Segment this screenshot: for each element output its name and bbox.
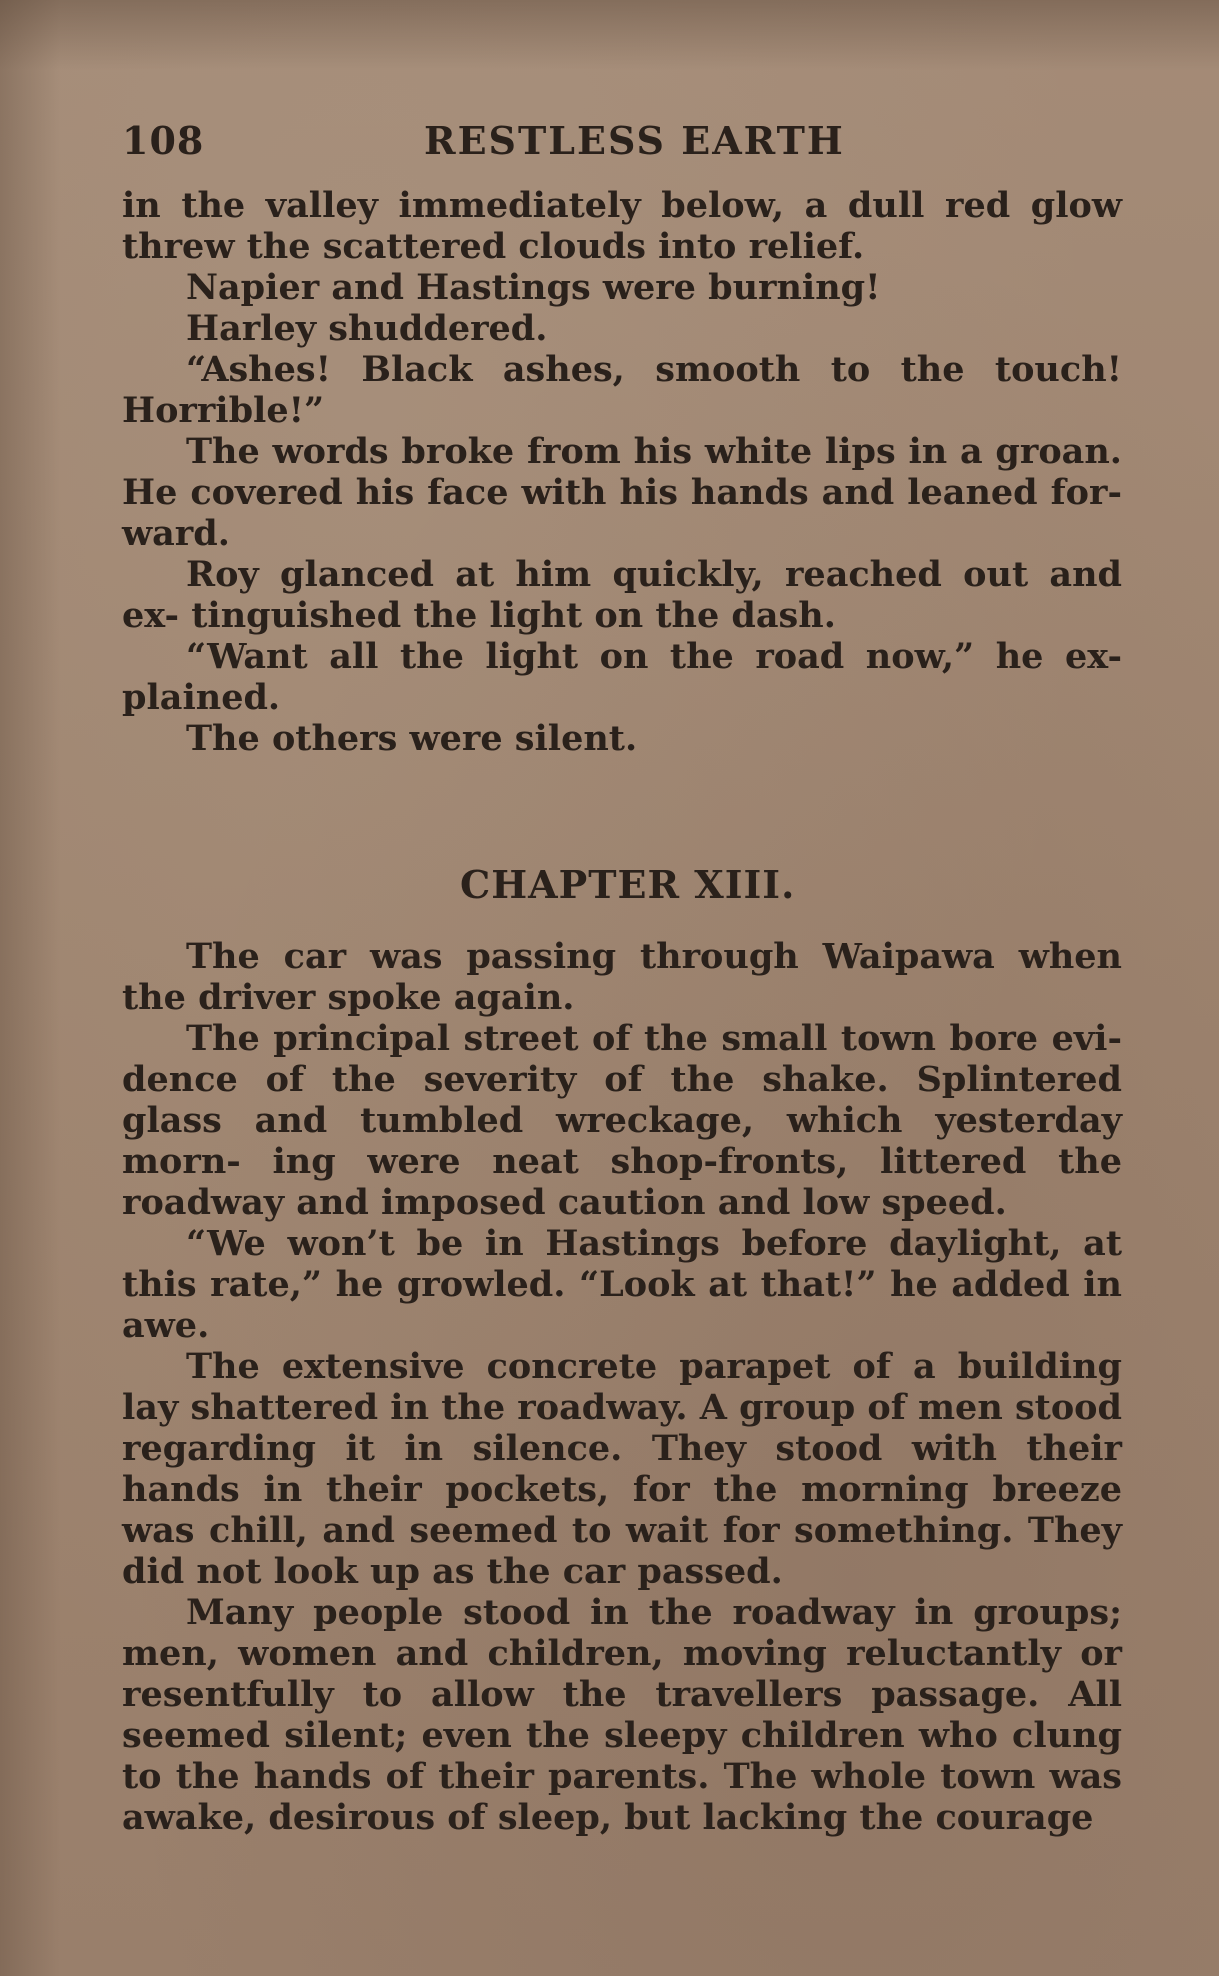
paragraph: in the valley immediately below, a dull red glow threw the scattered clouds into relief. <box>122 185 1122 267</box>
paragraph: Harley shuddered. <box>186 308 548 349</box>
section-text-before-chapter <box>122 185 1122 759</box>
paragraph: “Want all the light on the road now,” he ex- plained. <box>122 636 1122 718</box>
page-shadow-left <box>0 0 60 1976</box>
page-shadow-top <box>0 0 1219 70</box>
paragraph: “Ashes! Black ashes, smooth to the touch! Horrible!” <box>122 349 1122 431</box>
chapter-text <box>122 936 1122 1838</box>
paragraph: The car was passing through Waipawa when the driver spoke again. <box>122 936 1122 1018</box>
paragraph: Many people stood in the roadway in groups; men, women and children, moving reluctantly or resentfully to allow the travellers passage. All seemed silent; even the sleepy children who clung to the hands of their parents. The whole town was awake, desirous of sleep, but lacking the courage <box>122 1592 1122 1838</box>
paragraph: The words broke from his white lips in a groan. He covered his face with his hands and leaned for- ward. <box>122 431 1122 554</box>
paragraph: Napier and Hastings were burning! <box>186 267 881 308</box>
running-title: RESTLESS EARTH <box>424 118 845 163</box>
paragraph: “We won’t be in Hastings before daylight, at this rate,” he growled. “Look at that!” he added in awe. <box>122 1223 1122 1346</box>
paragraph: Roy glanced at him quickly, reached out and ex- tinguished the light on the dash. <box>122 554 1122 636</box>
page-number: 108 <box>122 118 205 163</box>
paragraph: The others were silent. <box>186 718 638 759</box>
running-header <box>122 118 1122 168</box>
chapter-heading: CHAPTER XIII. <box>460 862 796 907</box>
paragraph: The extensive concrete parapet of a building lay shattered in the roadway. A group of men stood regarding it in silence. They stood with their hands in their pockets, for the morning breeze was chill, and seemed to wait for something. They did not look up as the car passed. <box>122 1346 1122 1592</box>
paragraph: The principal street of the small town bore evi- dence of the severity of the shake. Splintered glass and tumbled wreckage, which yesterday morn- ing were neat shop-fronts, littered the roadway and imposed caution and low speed. <box>122 1018 1122 1223</box>
